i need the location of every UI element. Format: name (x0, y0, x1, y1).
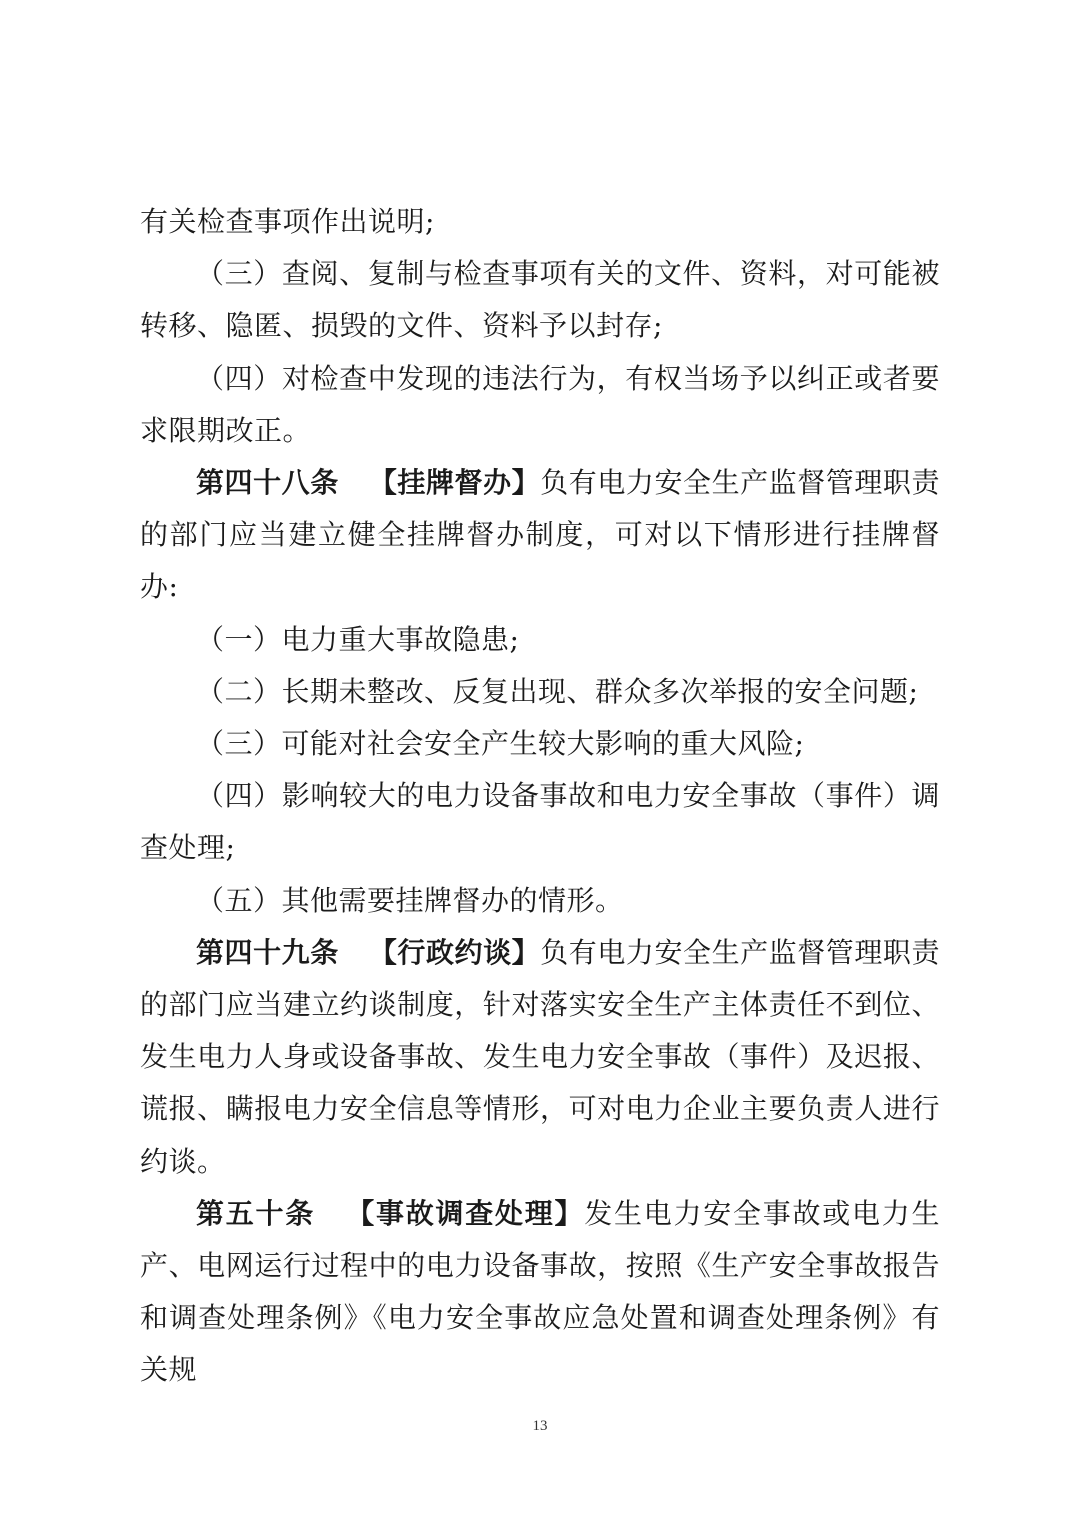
article-48 (140, 457, 940, 614)
article-50-number: 第五十条 (196, 1196, 315, 1230)
article-48-title: 【挂牌督办】 (368, 466, 541, 500)
body-text (140, 196, 940, 1397)
article-49-body: 负有电力安全生产监督管理职责的部门应当建立约谈制度，针对落实安全生产主体责任不到位、发生电力人身或设备事故、发生电力安全事故（事件）及迟报、谎报、瞒报电力安全信息等情形，可对电力企业主要负责人进行约谈。 (140, 935, 940, 1178)
article-49-number: 第四十九条 (196, 935, 339, 969)
article-48-item-1: （一）电力重大事故隐患; (196, 622, 520, 656)
page-number: 13 (532, 1418, 548, 1434)
article-48-number: 第四十八条 (196, 466, 339, 500)
article-48-body: 负有电力安全生产监督管理职责的部门应当建立健全挂牌督办制度，可对以下情形进行挂牌督办: (140, 466, 940, 604)
paragraph-continuation: 有关检查事项作出说明; (140, 205, 435, 238)
article-49-title: 【行政约谈】 (368, 935, 541, 969)
article-48-item-4: （四）影响较大的电力设备事故和电力安全事故（事件）调查处理; (140, 779, 940, 865)
article-49 (140, 927, 940, 1188)
article-50-title: 【事故调查处理】 (345, 1196, 585, 1230)
article-50-body: 发生电力安全事故或电力生产、电网运行过程中的电力设备事故，按照《生产安全事故报告和调查处理条例》《电力安全事故应急处置和调查处理条例》有关规 (140, 1196, 940, 1387)
article-48-item-3: （三）可能对社会安全产生较大影响的重大风险; (196, 727, 805, 761)
article-48-item-5: （五）其他需要挂牌督办的情形。 (196, 883, 624, 917)
paragraph-item-4: （四）对检查中发现的违法行为，有权当场予以纠正或者要求限期改正。 (140, 361, 940, 447)
paragraph-item-3: （三）查阅、复制与检查事项有关的文件、资料，对可能被转移、隐匿、损毁的文件、资料予以封存; (140, 257, 940, 343)
article-48-item-2: （二）长期未整改、反复出现、群众多次举报的安全问题; (196, 674, 919, 708)
article-50 (140, 1188, 940, 1397)
